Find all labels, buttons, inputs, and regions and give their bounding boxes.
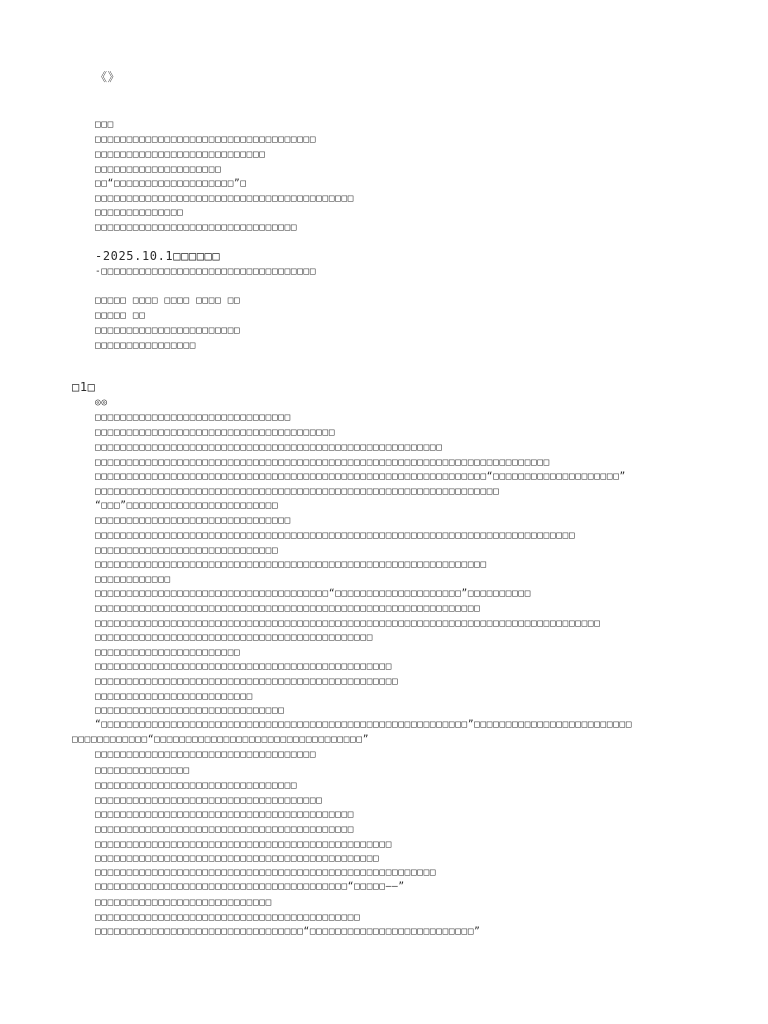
body-line: □□□□□□□□□□□□□□□□□□□□□□□□□□□□□□□□□□□□□□□□□□□□□□□□□□□□□□□□□□□□□□□□□□□□□□□□ xyxy=(95,457,551,468)
intro-line: □□□□□□□□□□□□□□□□□□□□ xyxy=(95,164,222,175)
body-line: □□□□□□□□□□□□“□□□□□□□□□□□□□□□□□□□□□□□□□□□□□□□□□” xyxy=(72,734,370,745)
intro-line: □□□□□□□□□□□□□□□□□□□□□□□□□□□□□□□□□□□□□□□□□ xyxy=(95,193,355,204)
body-line: □□□□□□□□□□□□□□□□□□□□□□□□□□□□□□□□□□□□□□□□□□□□□□□□□□□□□□□□□□□□□ xyxy=(95,603,481,614)
intro-line: □□□ xyxy=(95,119,114,130)
body-line: □□□□□□□□□□□□□□□□□□□□□□□□□□□□□□□□□□□□□□□□□□□□□□□□□□□□□□□□□□□□□□ xyxy=(95,559,487,570)
body-line: □□□□□□□□□□□□□□□□□□□□□□□□□□□□□□□□□□□□□□□□□ xyxy=(95,809,355,820)
body-line: □□□□□□□□□□□□ xyxy=(95,574,171,585)
tags-line: □□□□□□□□□□□□□□□□ xyxy=(95,340,197,351)
tags-line: □□□□□□□□□□□□□□□□□□□□□□□ xyxy=(95,325,241,336)
body-line: □□□□□□□□□□□□□□□□□□□□□□□□□□□□□□□□□□□□□□□□□□ xyxy=(95,912,361,923)
body-line: □□□□□□□□□□□□□□□□□□□□□□□□□□□□□□□□□□□ xyxy=(95,749,317,760)
body-line: □□□□□□□□□□□□□□□□□□□□□□□□□□□□□□ xyxy=(95,705,285,716)
body-line: □□□□□□□□□□□□□□□□□□□□□□□□□ xyxy=(95,691,253,702)
title-mark: 《》 xyxy=(95,70,121,84)
dash-line: -□□□□□□□□□□□□□□□□□□□□□□□□□□□□□□□□□□ xyxy=(95,266,317,277)
chapter-mark: ◎◎ xyxy=(95,397,108,408)
body-line: □□□□□□□□□□□□□□□□□□□□□□□□□□□□□□□□□□□□□□□□□□□□□□□ xyxy=(95,839,393,850)
body-line: □□□□□□□□□□□□□□□□□□□□□□□□□□□□□□□□□□□□□□□□□□□□□□□□□□□□□□□□□□□□□□□□ xyxy=(95,486,500,497)
body-line: □□□□□□□□□□□□□□□□□□□□□□□□□□□□□□□□ xyxy=(95,780,298,791)
body-line: □□□□□□□□□□□□□□□□□□□□□□□□□□□□□□□ xyxy=(95,412,291,423)
body-line: □□□□□□□□□□□□□□□□□□□□□□□□□□□□□□□□□□□□□□□□“□□□□□——” xyxy=(95,881,405,892)
body-line: □□□□□□□□□□□□□□□□□□□□□□□□□□□□□□□□□□□□□□□□□□□□□□□□□□□□□□□ xyxy=(95,442,443,453)
body-line: “□□□”□□□□□□□□□□□□□□□□□□□□□□□□ xyxy=(95,500,279,511)
body-line: □□□□□□□□□□□□□□□□□□□□□□□□□□□□□□□□□□□□□□□□□□□□□□□□ xyxy=(95,676,399,687)
body-line: “□□□□□□□□□□□□□□□□□□□□□□□□□□□□□□□□□□□□□□□□□□□□□□□□□□□□□□□□□□”□□□□□□□□□□□□□□□□□□□□□□□□□ xyxy=(95,719,633,730)
body-line: □□□□□□□□□□□□□□□□□□□□□□□□□□□□□□□□□□□□□“□□□□□□□□□□□□□□□□□□□□”□□□□□□□□□□ xyxy=(95,588,532,599)
body-line: □□□□□□□□□□□□□□□□□□□□□□□□□□□□□□□□□“□□□□□□□□□□□□□□□□□□□□□□□□□□” xyxy=(95,926,481,937)
body-line: □□□□□□□□□□□□□□□□□□□□□□□□□□□□□□□□□□□□□□□□□□□□□ xyxy=(95,853,380,864)
body-line: □□□□□□□□□□□□□□□□□□□□□□□□□□□□□□□□□□□□□□□□□ xyxy=(95,824,355,835)
chapter-heading: □1□ xyxy=(72,380,96,394)
body-line: □□□□□□□□□□□□□□□□□□□□□□□□□□□□□□□□□□□□□□□□□□□□□□□□□□□□□□ xyxy=(95,867,437,878)
body-line: □□□□□□□□□□□□□□□□□□□□□□□□□□□□□□□□□□□□□□□□□□□□□□□□□□□□□□□□□□□□□□□□□□□□□□□□□□□□ xyxy=(95,530,576,541)
intro-line: □□“□□□□□□□□□□□□□□□□□□□”□ xyxy=(95,178,247,189)
body-line: □□□□□□□□□□□□□□□□□□□□□□□□□□□□□□□□□□□□□□□□□□□□□□□ xyxy=(95,661,393,672)
body-line: □□□□□□□□□□□□□□□□□□□□□□□□□□□□□□□□□□□□□□□□□□□□ xyxy=(95,632,374,643)
date-line: -2025.10.1□□□□□□ xyxy=(95,249,221,263)
body-line: □□□□□□□□□□□□□□□□□□□□□□□□□□□□□□□□□□□□□□□□□□□□□□□□□□□□□□□□□□□□□□□□□□□□□□□□□□□□□□□□ xyxy=(95,618,601,629)
body-line: □□□□□□□□□□□□□□□□□□□□□□□□□□□□□□□□□□□□ xyxy=(95,795,323,806)
body-line: □□□□□□□□□□□□□□□ xyxy=(95,765,190,776)
intro-line: □□□□□□□□□□□□□□ xyxy=(95,207,184,218)
tags-line: □□□□□ □□ xyxy=(95,310,146,321)
body-line: □□□□□□□□□□□□□□□□□□□□□□□□□□□□□□□□□□□□□□□□□□□□□□□□□□□□□□□□□□□□□□“□□□□□□□□□□□□□□□□□□□□” xyxy=(95,471,626,482)
intro-line: □□□□□□□□□□□□□□□□□□□□□□□□□□□□□□□□□□□ xyxy=(95,134,317,145)
body-line: □□□□□□□□□□□□□□□□□□□□□□□□□□□□□□□ xyxy=(95,515,291,526)
intro-line: □□□□□□□□□□□□□□□□□□□□□□□□□□□ xyxy=(95,149,266,160)
body-line: □□□□□□□□□□□□□□□□□□□□□□□ xyxy=(95,647,241,658)
tags-line: □□□□□ □□□□ □□□□ □□□□ □□ xyxy=(95,295,241,306)
body-line: □□□□□□□□□□□□□□□□□□□□□□□□□□□□□ xyxy=(95,545,279,556)
intro-line: □□□□□□□□□□□□□□□□□□□□□□□□□□□□□□□□ xyxy=(95,222,298,233)
body-line: □□□□□□□□□□□□□□□□□□□□□□□□□□□□ xyxy=(95,897,272,908)
body-line: □□□□□□□□□□□□□□□□□□□□□□□□□□□□□□□□□□□□□□ xyxy=(95,427,336,438)
